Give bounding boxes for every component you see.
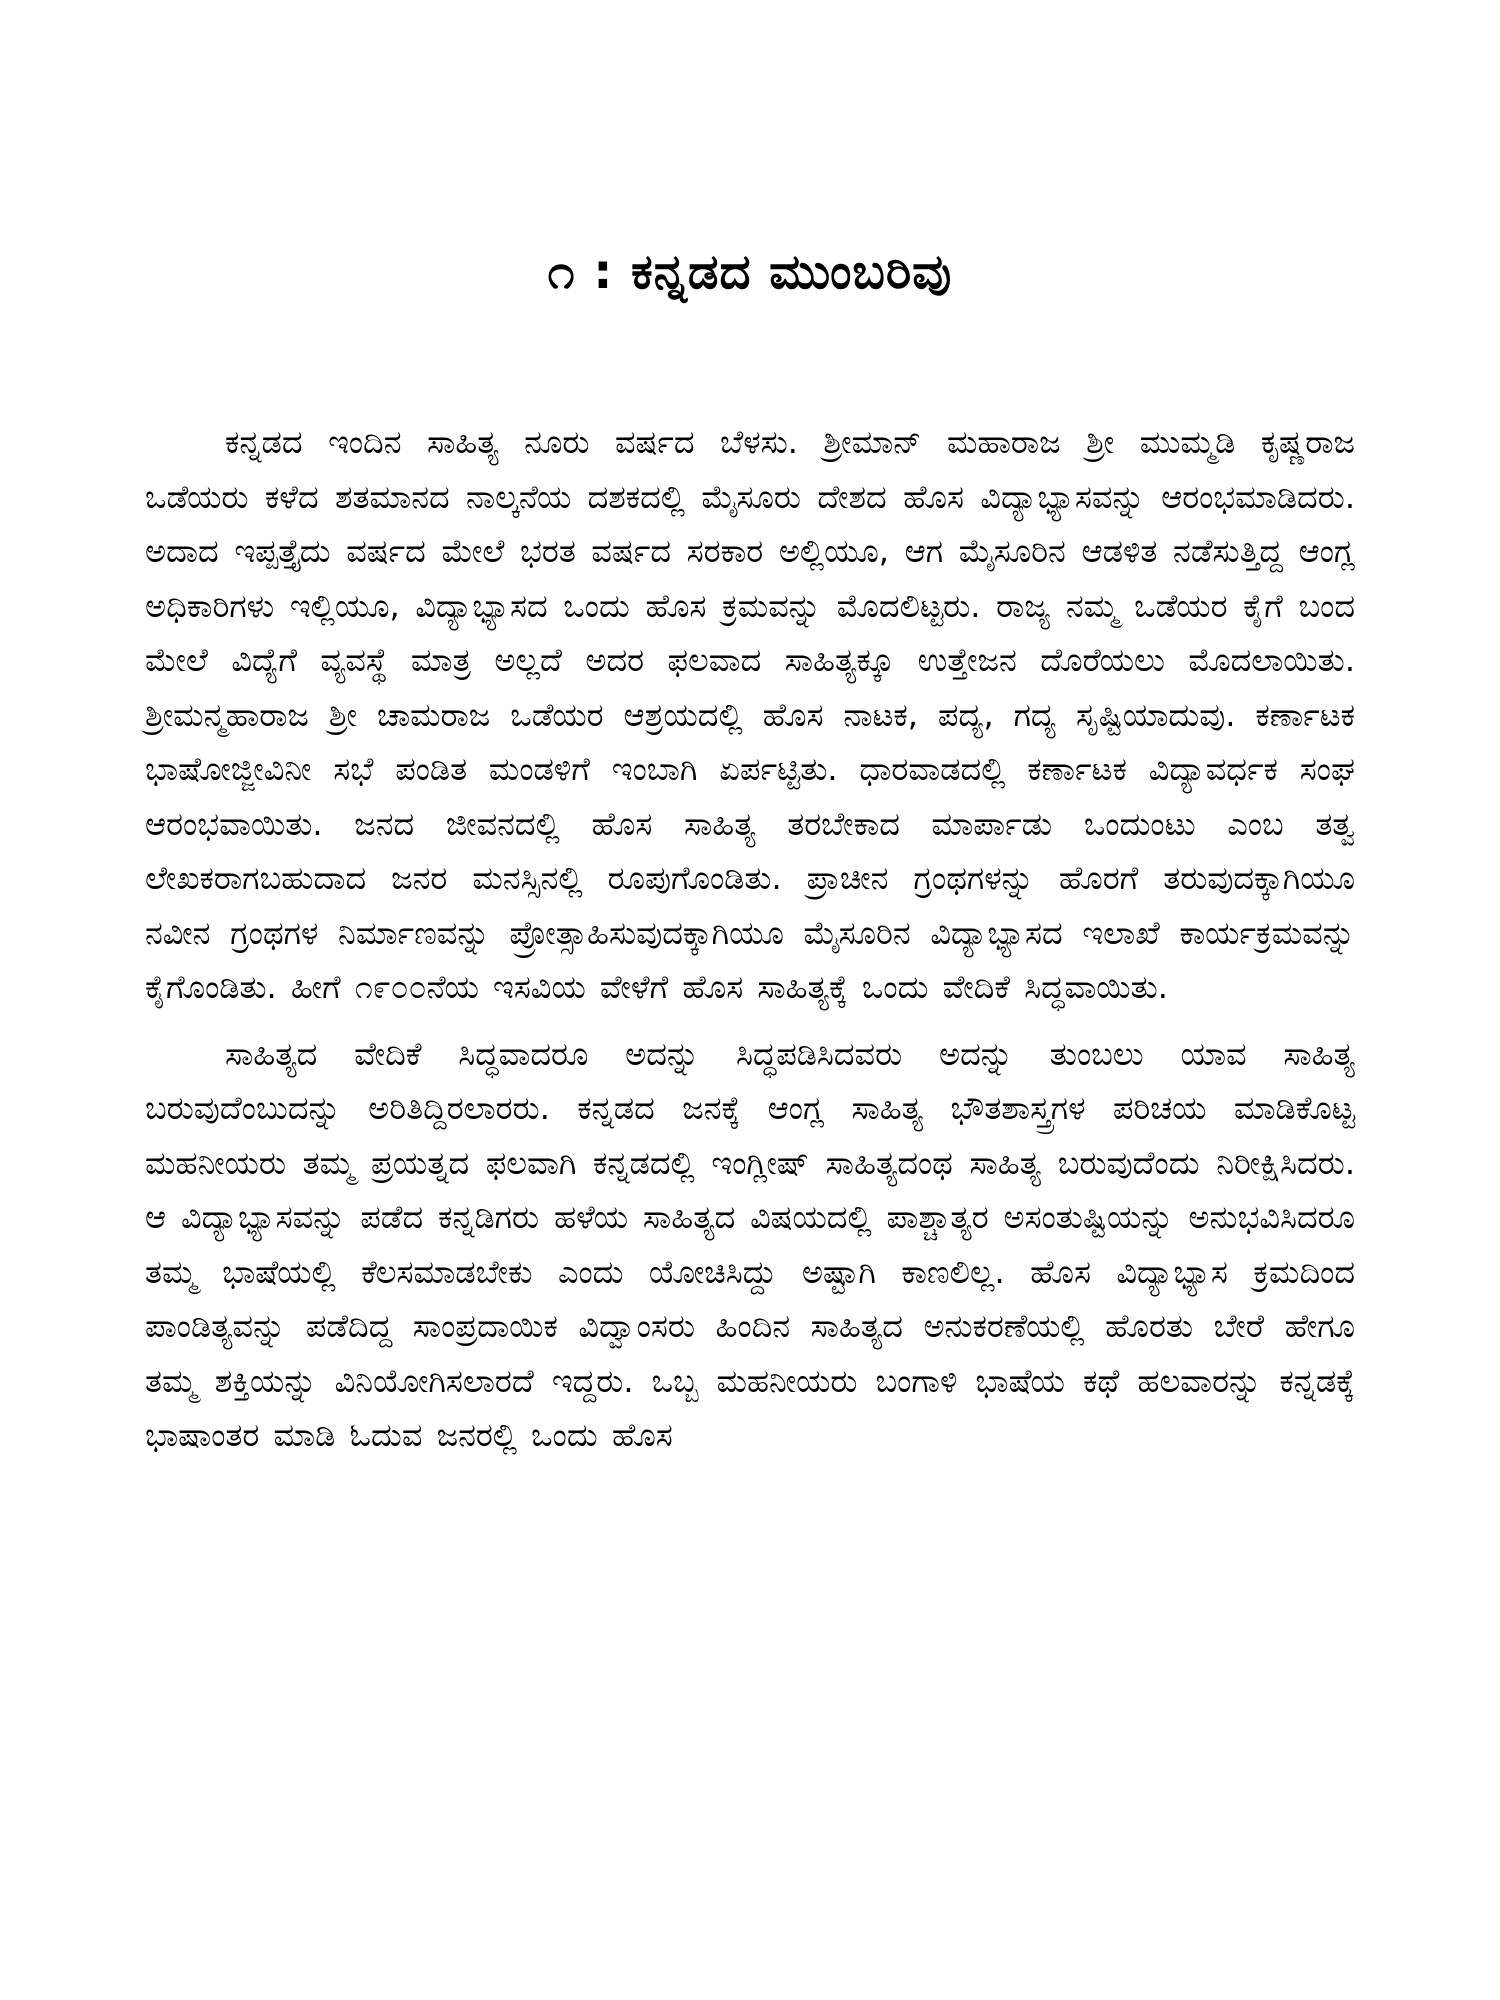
paragraph-1: ಕನ್ನಡದ ಇಂದಿನ ಸಾಹಿತ್ಯ ನೂರು ವರ್ಷದ ಬೆಳಸು. ಶ್ರೀಮಾನ್ ಮಹಾರಾಜ ಶ್ರೀ ಮುಮ್ಮಡಿ ಕೃಷ್ಣರಾಜ ಒಡೆಯರು ಕಳೆದ ಶತಮಾನದ ನಾಲ್ಕನೆಯ ದಶಕದಲ್ಲಿ ಮೈಸೂರು ದೇಶದ ಹೊಸ ವಿದ್ಯಾಭ್ಯಾಸವನ್ನು ಆರಂಭಮಾಡಿದರು. ಅದಾದ ಇಪ್ಪತ್ತೈದು ವರ್ಷದ ಮೇಲೆ ಭರತ ವರ್ಷದ ಸರಕಾರ ಅಲ್ಲಿಯೂ, ಆಗ ಮೈಸೂರಿನ ಆಡಳಿತ ನಡೆಸುತ್ತಿದ್ದ ಆಂಗ್ಲ ಅಧಿಕಾರಿಗಳು ಇಲ್ಲಿಯೂ, ವಿದ್ಯಾಭ್ಯಾಸದ ಒಂದು ಹೊಸ ಕ್ರಮವನ್ನು ಮೊದಲಿಟ್ಟರು. ರಾಜ್ಯ ನಮ್ಮ ಒಡೆಯರ ಕೈಗೆ ಬಂದ ಮೇಲೆ ವಿದ್ಯೆಗೆ ವ್ಯವಸ್ಥೆ ಮಾತ್ರ ಅಲ್ಲದೆ ಅದರ ಫಲವಾದ ಸಾಹಿತ್ಯಕ್ಕೂ ಉತ್ತೇಜನ ದೊರೆಯಲು ಮೊದಲಾಯಿತು. ಶ್ರೀಮನ್ಮಹಾರಾಜ ಶ್ರೀ ಚಾಮರಾಜ ಒಡೆಯರ ಆಶ್ರಯದಲ್ಲಿ ಹೊಸ ನಾಟಕ, ಪದ್ಯ, ಗದ್ಯ ಸೃಷ್ಟಿಯಾದುವು. ಕರ್ಣಾಟಕ ಭಾಷೋಜ್ಜೀವಿನೀ ಸಭೆ ಪಂಡಿತ ಮಂಡಳಿಗೆ ಇಂಬಾಗಿ ಏರ್ಪಟ್ಟಿತು. ಧಾರವಾಡದಲ್ಲಿ ಕರ್ಣಾಟಕ ವಿದ್ಯಾವರ್ಧಕ ಸಂಘ ಆರಂಭವಾಯಿತು. ಜನದ ಜೀವನದಲ್ಲಿ ಹೊಸ ಸಾಹಿತ್ಯ ತರಬೇಕಾದ ಮಾರ್ಪಾಡು ಒಂದುಂಟು ಎಂಬ ತತ್ವ ಲೇಖಕರಾಗಬಹುದಾದ ಜನರ ಮನಸ್ಸಿನಲ್ಲಿ ರೂಪುಗೊಂಡಿತು. ಪ್ರಾಚೀನ ಗ್ರಂಥಗಳನ್ನು ಹೊರಗೆ ತರುವುದಕ್ಕಾಗಿಯೂ ನವೀನ ಗ್ರಂಥಗಳ ನಿರ್ಮಾಣವನ್ನು ಪ್ರೋತ್ಸಾಹಿಸುವುದಕ್ಕಾಗಿಯೂ ಮೈಸೂರಿನ ವಿದ್ಯಾಭ್ಯಾಸದ ಇಲಾಖೆ ಕಾರ್ಯಕ್ರಮವನ್ನು ಕೈಗೊಂಡಿತು. ಹೀಗೆ ೧೯೦೦ನೆಯ ಇಸವಿಯ ವೇಳೆಗೆ ಹೊಸ ಸಾಹಿತ್ಯಕ್ಕೆ ಒಂದು ವೇದಿಕೆ ಸಿದ್ಧವಾಯಿತು. (145, 423, 1355, 1006)
chapter-title: ೧ : ಕನ್ನಡದ ಮುಂಬರಿವು (547, 244, 953, 300)
body-text (145, 415, 1355, 1475)
paragraph-2: ಸಾಹಿತ್ಯದ ವೇದಿಕೆ ಸಿದ್ಧವಾದರೂ ಅದನ್ನು ಸಿದ್ಧಪಡಿಸಿದವರು ಅದನ್ನು ತುಂಬಲು ಯಾವ ಸಾಹಿತ್ಯ ಬರುವುದೆಂಬುದನ್ನು ಅರಿತಿದ್ದಿರಲಾರರು. ಕನ್ನಡದ ಜನಕ್ಕೆ ಆಂಗ್ಲ ಸಾಹಿತ್ಯ ಭೌತಶಾಸ್ತ್ರಗಳ ಪರಿಚಯ ಮಾಡಿಕೊಟ್ಟ ಮಹನೀಯರು ತಮ್ಮ ಪ್ರಯತ್ನದ ಫಲವಾಗಿ ಕನ್ನಡದಲ್ಲಿ ಇಂಗ್ಲೀಷ್ ಸಾಹಿತ್ಯದಂಥ ಸಾಹಿತ್ಯ ಬರುವುದೆಂದು ನಿರೀಕ್ಷಿಸಿದರು. ಆ ವಿದ್ಯಾಭ್ಯಾಸವನ್ನು ಪಡೆದ ಕನ್ನಡಿಗರು ಹಳೆಯ ಸಾಹಿತ್ಯದ ವಿಷಯದಲ್ಲಿ ಪಾಶ್ಚಾತ್ಯರ ಅಸಂತುಷ್ಟಿಯನ್ನು ಅನುಭವಿಸಿದರೂ ತಮ್ಮ ಭಾಷೆಯಲ್ಲಿ ಕೆಲಸಮಾಡಬೇಕು ಎಂದು ಯೋಚಿಸಿದ್ದು ಅಷ್ಟಾಗಿ ಕಾಣಲಿಲ್ಲ. ಹೊಸ ವಿದ್ಯಾಭ್ಯಾಸ ಕ್ರಮದಿಂದ ಪಾಂಡಿತ್ಯವನ್ನು ಪಡೆದಿದ್ದ ಸಾಂಪ್ರದಾಯಿಕ ವಿದ್ವಾಂಸರು ಹಿಂದಿನ ಸಾಹಿತ್ಯದ ಅನುಕರಣೆಯಲ್ಲಿ ಹೊರತು ಬೇರೆ ಹೇಗೂ ತಮ್ಮ ಶಕ್ತಿಯನ್ನು ವಿನಿಯೋಗಿಸಲಾರದೆ ಇದ್ದರು. ಒಬ್ಬ ಮಹನೀಯರು ಬಂಗಾಳಿ ಭಾಷೆಯ ಕಥೆ ಹಲವಾರನ್ನು ಕನ್ನಡಕ್ಕೆ ಭಾಷಾಂತರ ಮಾಡಿ ಓದುವ ಜನರಲ್ಲಿ ಒಂದು ಹೊಸ (145, 1034, 1355, 1454)
